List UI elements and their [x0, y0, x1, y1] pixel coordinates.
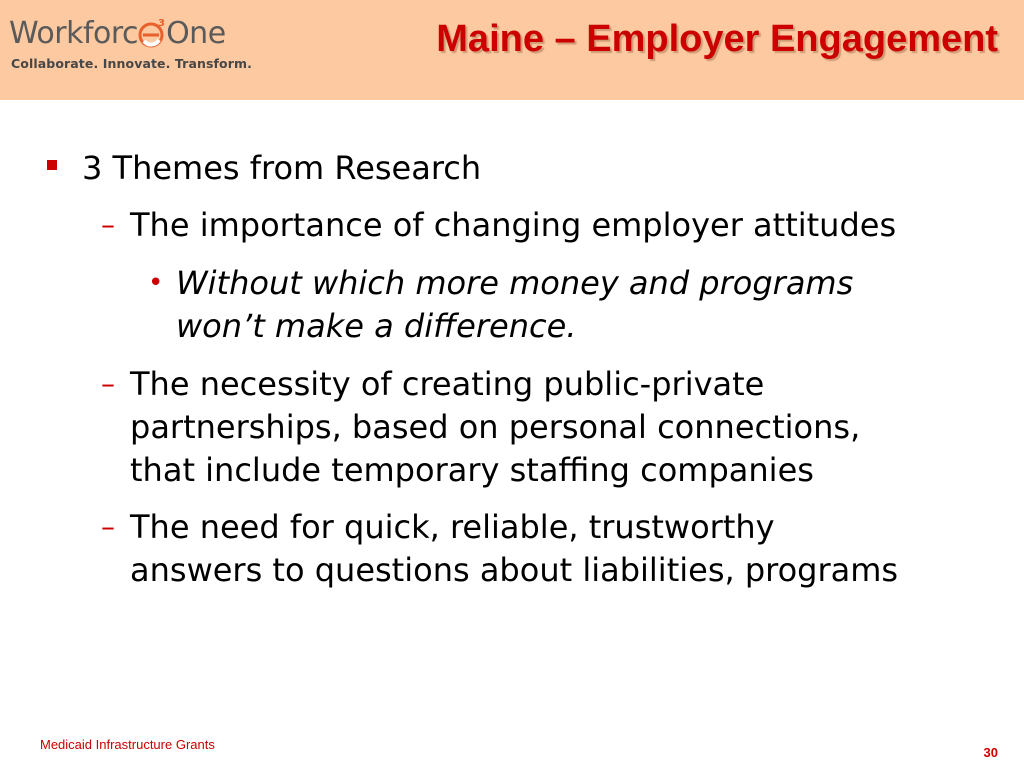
- svg-text:3: 3: [158, 18, 165, 29]
- footer-text: Medicaid Infrastructure Grants: [40, 737, 215, 752]
- logo-word-left: Workforc: [9, 16, 139, 51]
- bullet-level2-line: The need for quick, reliable, trustworthy: [130, 508, 775, 546]
- slide-title: Maine – Employer Engagement: [436, 18, 998, 60]
- square-bullet-icon: [47, 160, 57, 170]
- bullet-level3-line: won’t make a difference.: [176, 307, 577, 345]
- dot-bullet-icon: •: [148, 268, 164, 298]
- bullet-level2-line: The necessity of creating public-private: [130, 365, 765, 403]
- bullet-level2-line: The importance of changing employer attitudes: [130, 206, 897, 244]
- dash-bullet-icon: –: [101, 208, 115, 241]
- logo-tagline: Collaborate. Innovate. Transform.: [11, 56, 252, 71]
- bullet-level1-text: 3 Themes from Research: [82, 149, 482, 187]
- page-number: 30: [983, 745, 998, 760]
- bullet-level2-line: that include temporary staffing companies: [130, 451, 814, 489]
- bullet-level2-line: partnerships, based on personal connections,: [130, 408, 861, 446]
- logo-word-right: One: [166, 16, 226, 51]
- dash-bullet-icon: –: [101, 367, 115, 400]
- bullet-level3-line: Without which more money and programs: [176, 264, 854, 302]
- dash-bullet-icon: –: [101, 510, 115, 543]
- bullet-level2-line: answers to questions about liabilities, programs: [130, 551, 899, 589]
